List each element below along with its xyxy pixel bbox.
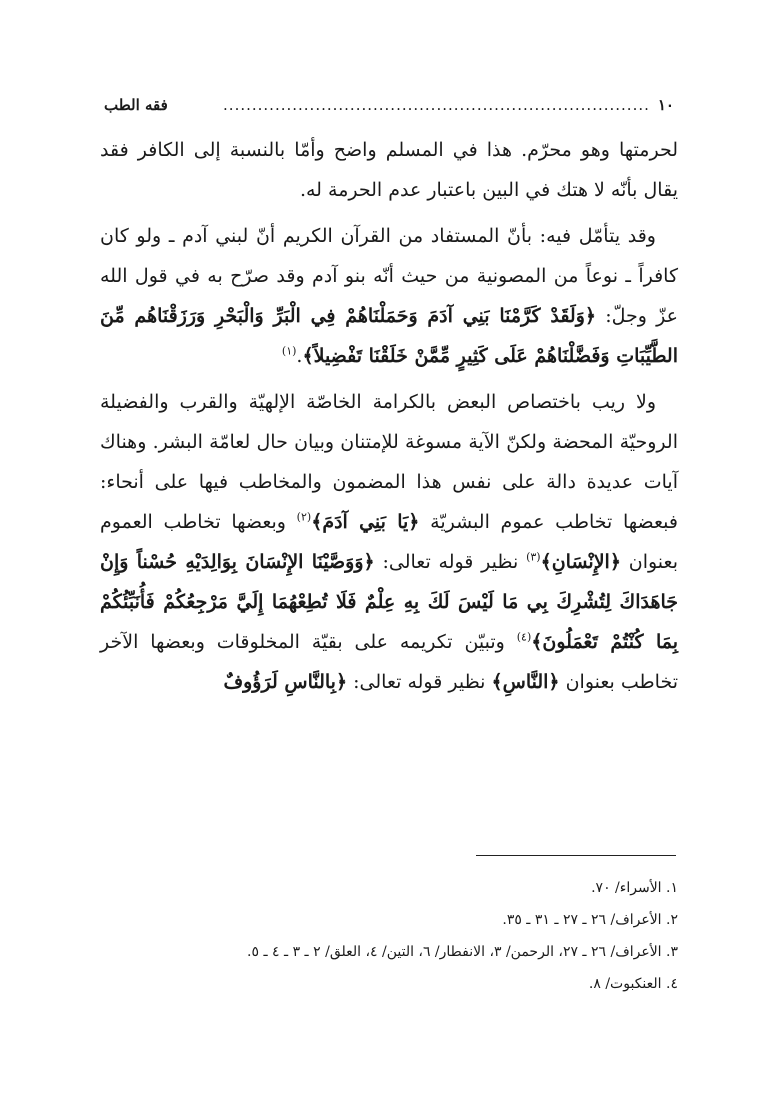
- footnote: ٢. الأعراف/ ٢٦ ـ ٢٧ ـ ٣١ ـ ٣٥.: [502, 912, 678, 928]
- quran-verse: ﴿وَوَصَّيْنَا الإِنْسَانَ بِوَالِدَيْهِ حُسْناً وَإِنْ جَاهَدَاكَ لِتُشْرِكَ بِي مَا لَيْسَ لَكَ بِهِ عِلْمٌ فَلَا تُطِعْهُمَا إِلَيَّ مَرْجِعُكُمْ فَأُنَبِّئُكُمْ بِمَا كُنْتُمْ تَعْمَلُونَ﴾: [100, 551, 679, 653]
- paragraph-text: وقد يتأمّل فيه: بأنّ المستفاد من القرآن الكريم أنّ لبني آدم ـ ولو كان كافراً ـ نوعاً من المصونية من حيث أنّه بنو آدم وقد صرّح به في قول الله عزّ وجلّ:: [100, 225, 678, 327]
- paragraph-text: ولا ريب باختصاص البعض بالكرامة الخاصّة الإلهيّة والقرب والفضيلة الروحيّة المحضة ولكنّ الآية مسوغة للإمتنان وبيان حال لعامّة البشر. وهناك آيات عديدة دالة على نفس هذا المضمون والمخاطب فيها على أنحاء: فبعضها تخاطب عموم البشريّة: [100, 391, 678, 533]
- paragraph-1: [100, 130, 678, 210]
- header-leader-dots: ..........................................................................: [223, 96, 650, 114]
- quran-verse: ﴿وَلَقَدْ كَرَّمْنَا بَنِي آدَمَ وَحَمَلْنَاهُمْ فِي الْبَرِّ وَالْبَحْرِ وَرَزَقْنَاهُم مِّنَ الطَّيِّبَاتِ وَفَضَّلْنَاهُمْ عَلَى كَثِيرٍ مِّمَّنْ خَلَقْنَا تَفْضِيلاً﴾: [100, 305, 678, 367]
- footnotes: [100, 872, 678, 1000]
- paragraph-text: .: [296, 345, 303, 367]
- quran-verse: ﴿يَا بَنِي آدَمَ﴾: [311, 511, 420, 533]
- footnote: ٣. الأعراف/ ٢٦ ـ ٢٧، الرحمن/ ٣، الانفطار/ ٦، التين/ ٤، العلق/ ٢ ـ ٣ ـ ٤ ـ ٥.: [247, 944, 678, 960]
- footnote: ٤. العنكبوت/ ٨.: [588, 976, 678, 992]
- paragraph-2: [100, 216, 678, 376]
- quran-verse: ﴿الإِنْسَانِ﴾: [540, 551, 621, 573]
- paragraph-text: وتبيّن تكريمه على بقيّة المخلوقات وبعضها الآخر تخاطب بعنوان: [100, 631, 678, 693]
- footnote: ١. الأسراء/ ٧٠.: [591, 880, 678, 896]
- footnote-ref[interactable]: (١): [281, 344, 297, 358]
- footnote-separator: [476, 855, 676, 856]
- footnote-ref[interactable]: (٣): [526, 550, 541, 564]
- running-header: [104, 92, 674, 118]
- paragraph-3: [100, 382, 678, 702]
- running-title: فقه الطب: [104, 96, 168, 114]
- main-text: [100, 130, 678, 702]
- quran-verse: ﴿بِالنَّاسِ لَرَؤُوفٌ: [223, 671, 348, 693]
- paragraph-text: نظير قوله تعالى:: [347, 671, 492, 693]
- paragraph-text: نظير قوله تعالى:: [374, 551, 527, 573]
- footnote-ref[interactable]: (٢): [296, 510, 312, 524]
- paragraph-text: لحرمتها وهو محرّم. هذا في المسلم واضح وأمّا بالنسبة إلى الكافر فقد يقال بأنّه لا هتك في البين باعتبار عدم الحرمة له.: [100, 139, 678, 201]
- paragraph-text: وبعضها تخاطب العموم بعنوان: [100, 511, 678, 573]
- footnote-ref[interactable]: (٤): [516, 630, 532, 644]
- quran-verse: ﴿النَّاسِ﴾: [491, 671, 560, 693]
- page-number: ١٠: [657, 96, 674, 114]
